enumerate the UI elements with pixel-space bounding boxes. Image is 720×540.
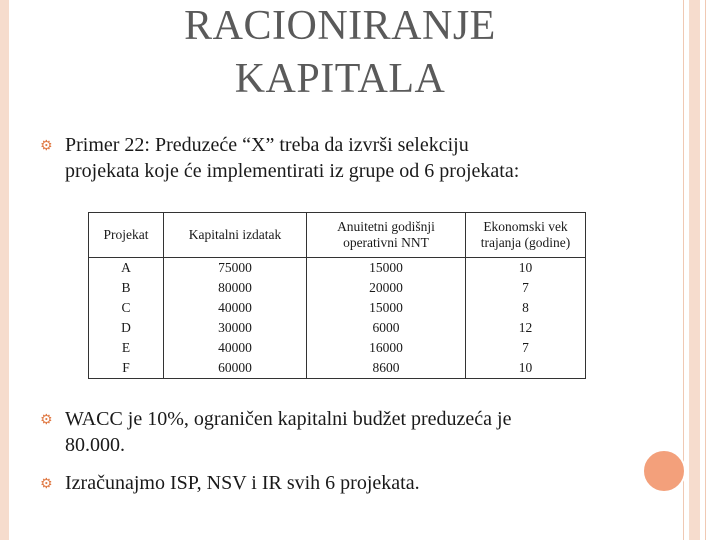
- decorative-circle: [642, 449, 686, 493]
- bullet-primer: [65, 132, 613, 184]
- primer-label: Primer 22:: [65, 134, 150, 156]
- cell-nnt: 8600: [307, 358, 466, 379]
- slide-title: [90, 0, 590, 106]
- cell-vek: 8: [466, 298, 586, 318]
- gear-bullet-icon: ⚙: [40, 412, 53, 428]
- table-row: [89, 278, 586, 298]
- table-header-row: [89, 213, 586, 258]
- cell-kapitalni: 75000: [164, 258, 307, 279]
- slide-title-line1: RACIONIRANJE: [184, 3, 496, 49]
- right-border-line-outer: [683, 0, 684, 540]
- cell-kapitalni: 80000: [164, 278, 307, 298]
- cell-nnt: 20000: [307, 278, 466, 298]
- cell-kapitalni: 30000: [164, 318, 307, 338]
- cell-projekat: B: [89, 278, 164, 298]
- left-border-band: [0, 0, 9, 540]
- bullet-izracunajmo: Izračunajmo ISP, NSV i IR svih 6 projekata.: [65, 472, 420, 494]
- table-row: [89, 258, 586, 279]
- cell-vek: 12: [466, 318, 586, 338]
- header-nnt-line1: Anuitetni godišnji: [337, 219, 435, 234]
- header-nnt-line2: operativni NNT: [343, 235, 429, 250]
- cell-vek: 7: [466, 278, 586, 298]
- cell-vek: 10: [466, 358, 586, 379]
- cell-nnt: 6000: [307, 318, 466, 338]
- header-vek: [466, 213, 586, 258]
- cell-projekat: C: [89, 298, 164, 318]
- table-row: [89, 318, 586, 338]
- cell-nnt: 16000: [307, 338, 466, 358]
- cell-kapitalni: 60000: [164, 358, 307, 379]
- cell-projekat: F: [89, 358, 164, 379]
- cell-projekat: D: [89, 318, 164, 338]
- bullet-primer-line1: [65, 132, 613, 158]
- header-vek-line1: Ekonomski vek: [483, 219, 568, 234]
- gear-bullet-icon: ⚙: [40, 476, 53, 492]
- cell-kapitalni: 40000: [164, 338, 307, 358]
- cell-nnt: 15000: [307, 258, 466, 279]
- cell-vek: 7: [466, 338, 586, 358]
- table-row: [89, 358, 586, 379]
- header-kapitalni: Kapitalni izdatak: [164, 213, 307, 258]
- slide-title-line2: KAPITALA: [234, 56, 446, 102]
- right-border-band: [689, 0, 700, 540]
- bullet-wacc-line2: 80.000.: [65, 434, 125, 456]
- bullet-wacc: [65, 406, 613, 458]
- cell-nnt: 15000: [307, 298, 466, 318]
- header-projekat: Projekat: [89, 213, 164, 258]
- table-row: [89, 298, 586, 318]
- cell-projekat: A: [89, 258, 164, 279]
- header-nnt: [307, 213, 466, 258]
- cell-vek: 10: [466, 258, 586, 279]
- cell-kapitalni: 40000: [164, 298, 307, 318]
- right-border-line-inner: [705, 0, 706, 540]
- cell-projekat: E: [89, 338, 164, 358]
- projects-table: [88, 212, 586, 379]
- primer-text: Preduzeće “X” treba da izvrši selekciju: [155, 134, 469, 156]
- gear-bullet-icon: ⚙: [40, 138, 53, 154]
- bullet-primer-line2: projekata koje će implementirati iz grupe od 6 projekata:: [65, 160, 520, 182]
- header-vek-line2: trajanja (godine): [480, 235, 571, 250]
- table-row: [89, 338, 586, 358]
- bullet-wacc-line1: WACC je 10%, ograničen kapitalni budžet preduzeća je: [65, 408, 512, 430]
